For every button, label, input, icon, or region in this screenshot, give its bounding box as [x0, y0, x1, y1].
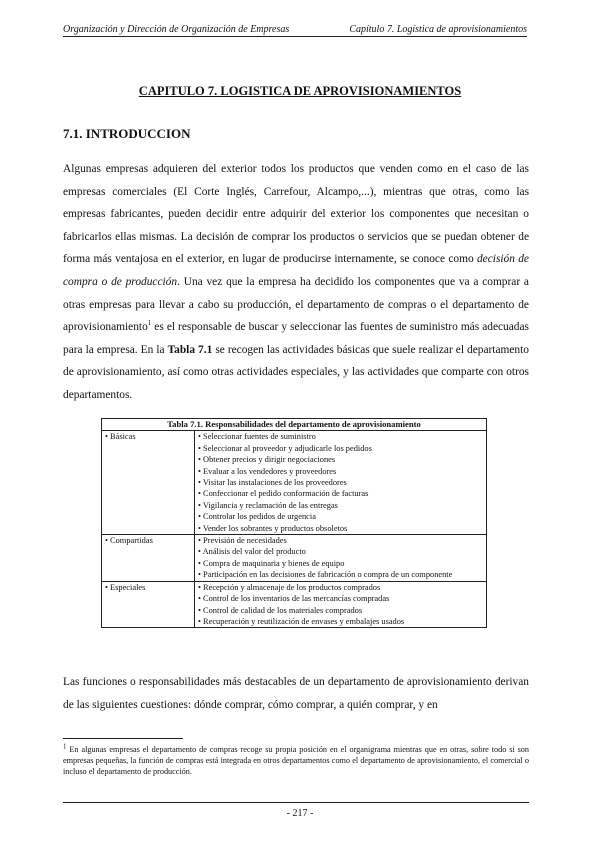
item-text: Previsión de necesidades — [203, 536, 287, 546]
item-text: Vigilancia y reclamación de las entregas — [202, 500, 338, 510]
item-text: Vender los sobrantes y productos obsoletos — [202, 523, 348, 533]
table-row — [102, 581, 487, 628]
header-right: Capítulo 7. Logística de aprovisionamientos — [349, 24, 527, 35]
item-text: Control de los inventarios de las mercancías compradas — [203, 594, 390, 604]
page-number: - 217 - — [286, 808, 314, 819]
table-item: • Visitar las instalaciones de los proveedores — [198, 478, 347, 488]
category-cell: • Básicas — [102, 431, 195, 535]
table-item: • Compra de maquinaria y bienes de equipo — [198, 558, 345, 568]
item-text: Recuperación y reutilización de envases y embalajes usados — [203, 616, 405, 626]
table-item: • Controlar los pedidos de urgencia — [198, 512, 316, 522]
category-label: Especiales — [110, 582, 146, 592]
table-item: • Control de los inventarios de las mercancías compradas — [198, 594, 390, 604]
footnote-divider — [63, 738, 183, 739]
intro-emphasis: decisión de compra o de producción — [63, 253, 529, 288]
footnote-ref: 1 — [147, 319, 152, 328]
item-text: Seleccionar al proveedor y adjudicarle los pedidos — [203, 443, 372, 453]
item-text: Seleccionar fuentes de suministro — [203, 432, 316, 442]
header-left: Organización y Dirección de Organización de Empresas — [63, 24, 290, 35]
intro-text-3: es el responsable de buscar y seleccionar las fuentes de suministro más adecuadas para la empresa. En la — [63, 321, 529, 356]
chapter-title — [0, 84, 600, 99]
table-item: • Confeccionar el pedido conformación de facturas — [198, 489, 369, 499]
intro-text-2: . Una vez que la empresa ha decidido los componentes que va a comprar a otras empresas para llevar a cabo su producción, el departamento de compras o el departamento de aprovisionamiento — [63, 275, 529, 334]
footnote — [63, 744, 529, 777]
category-cell: • Especiales — [102, 581, 195, 628]
table-item: • Participación en las decisiones de fabricación o compra de un componente — [198, 570, 453, 580]
item-text: Participación en las decisiones de fabricación o compra de un componente — [203, 570, 453, 580]
table-item: • Recepción y almacenaje de los productos comprados — [198, 582, 381, 592]
intro-text-4: se recogen las actividades básicas que suele realizar el departamento de aprovisionamiento, así como otras actividades especiales, y las actividades que comparte con otros departamentos. — [63, 343, 529, 401]
item-text: Controlar los pedidos de urgencia — [203, 512, 316, 522]
items-cell — [195, 535, 487, 582]
table-item: • Análisis del valor del producto — [198, 547, 306, 557]
continuation-paragraph: Las funciones o responsabilidades más destacables de un departamento de aprovisionamiento derivan de las siguientes cuestiones: dónde comprar, cómo comprar, a quién comprar, y en — [63, 676, 529, 711]
item-text: Recepción y almacenaje de los productos comprados — [203, 582, 381, 592]
table-item: • Obtener precios y dirigir negociaciones — [198, 455, 336, 465]
table-caption: Tabla 7.1. Responsabilidades del departamento de aprovisionamiento — [102, 419, 487, 431]
table-item: • Evaluar a los vendedores y proveedores — [198, 466, 337, 476]
item-text: Evaluar a los vendedores y proveedores — [203, 466, 337, 476]
item-text: Compra de maquinaria y bienes de equipo — [203, 558, 345, 568]
footnote-text: En algunas empresas el departamento de compras recoge su propia posición en el organigrama mientras que en otras, sobre todo si son empresas pequeñas, la función de compras está integrada en otros departamentos como el departamento de aprovisionamiento, el comercial o incluso el departamento de producción. — [63, 745, 529, 776]
table-item: • Recuperación y reutilización de envases y embalajes usados — [198, 616, 405, 626]
footer-divider — [63, 802, 529, 803]
category-label: Compartidas — [110, 536, 153, 546]
section-title: 7.1. INTRODUCCION — [63, 126, 191, 141]
table-row — [102, 431, 487, 535]
footnote-mark: 1 — [63, 742, 67, 751]
table-item: • Seleccionar al proveedor y adjudicarle los pedidos — [198, 443, 372, 453]
category-cell: • Compartidas — [102, 535, 195, 582]
table-item: • Vigilancia y reclamación de las entregas — [198, 500, 338, 510]
category-label: Básicas — [110, 432, 136, 442]
table-row — [102, 535, 487, 582]
running-header — [63, 20, 527, 37]
responsibilities-table — [101, 418, 487, 628]
item-text: Visitar las instalaciones de los proveedores — [202, 478, 347, 488]
table-item: • Seleccionar fuentes de suministro — [198, 432, 316, 442]
item-text: Obtener precios y dirigir negociaciones — [203, 455, 336, 465]
table-reference: Tabla 7.1 — [167, 343, 213, 356]
intro-text-1: Algunas empresas adquieren del exterior todos los productos que venden como en el caso de las empresas comerciales (El Corte Inglés, Carrefour, Alcampo,...), mientras que otras, como las empresas fabricantes, pueden decidir entre adquirir del exterior los componentes que necesitan o fabricarlos ellas mismas. La decisión de comprar los productos o servicios que se puedan obtener de forma más ventajosa en el exterior, en lugar de producirse internamente, se conoce como — [63, 163, 529, 266]
chapter-title-text: CAPITULO 7. LOGISTICA DE APROVISIONAMIENTOS — [138, 84, 462, 98]
item-text: Control de calidad de los materiales comprados — [203, 605, 363, 615]
items-cell — [195, 431, 487, 535]
table-item: • Vender los sobrantes y productos obsoletos — [198, 523, 348, 533]
item-text: Confeccionar el pedido conformación de facturas — [203, 489, 369, 499]
item-text: Análisis del valor del producto — [202, 547, 306, 557]
items-cell — [195, 581, 487, 628]
table-item: • Control de calidad de los materiales comprados — [198, 605, 363, 615]
table-item: • Previsión de necesidades — [198, 536, 287, 546]
intro-paragraph — [63, 158, 529, 407]
